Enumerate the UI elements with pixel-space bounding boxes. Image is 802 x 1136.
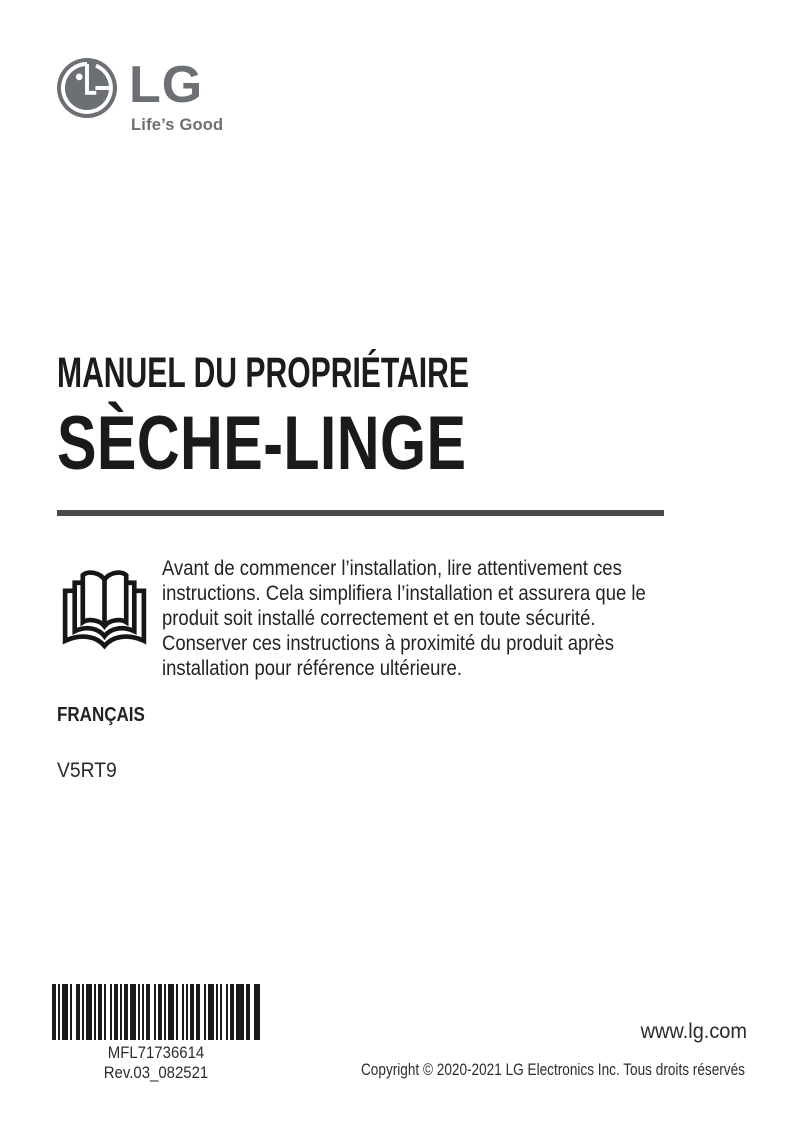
notice-line: installation pour référence ultérieure. — [162, 657, 462, 680]
notice-text — [162, 556, 646, 681]
barcode-bar — [236, 984, 244, 1040]
notice-line: produit soit installé correctement et en toute sécurité. — [162, 607, 596, 630]
barcode-image — [52, 984, 260, 1040]
lg-logo — [57, 57, 277, 137]
website-url: www.lg.com — [640, 1020, 747, 1043]
lg-wordmark: LG — [129, 56, 204, 114]
revision-number: Rev.03_082521 — [103, 1063, 209, 1082]
language-label: FRANÇAIS — [57, 704, 145, 726]
notice-line: instructions. Cela simplifiera l’installation et assurera que le — [162, 582, 646, 605]
cover-title: SÈCHE-LINGE — [57, 401, 467, 486]
notice-line: Conserver ces instructions à proximité du produit après — [162, 632, 614, 655]
notice-line: Avant de commencer l’installation, lire attentivement ces — [162, 557, 622, 580]
copyright-notice: Copyright © 2020-2021 LG Electronics Inc. Tous droits réservés — [361, 1060, 745, 1079]
lg-tagline: Life’s Good — [131, 116, 224, 134]
part-number: MFL71736614 — [107, 1043, 205, 1062]
model-number: V5RT9 — [57, 759, 117, 782]
cover-subtitle: MANUEL DU PROPRIÉTAIRE — [57, 349, 469, 397]
open-book-icon — [54, 557, 155, 661]
divider-rule — [57, 510, 664, 516]
barcode-bar — [254, 984, 260, 1040]
lg-symbol-icon — [57, 58, 117, 118]
